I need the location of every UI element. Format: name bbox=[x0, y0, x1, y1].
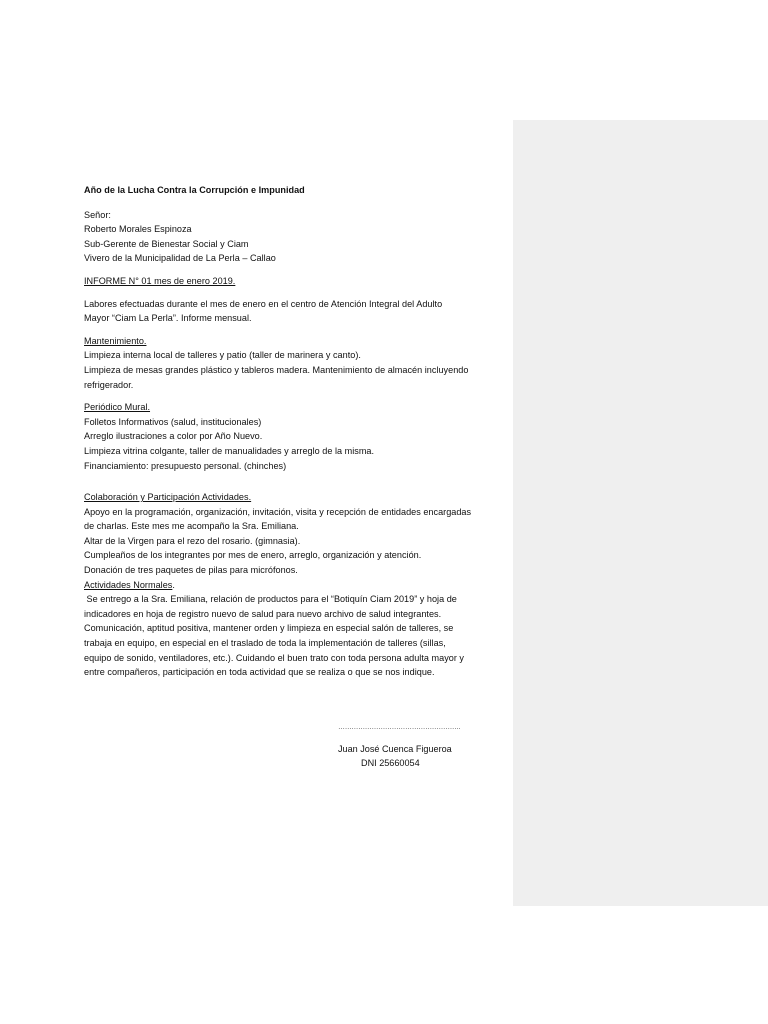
year-title: Año de la Lucha Contra la Corrupción e Impunidad bbox=[84, 185, 305, 195]
section-periodico-mural bbox=[84, 400, 509, 473]
section-colaboracion bbox=[84, 490, 509, 578]
section-line: entre compañeros, participación en toda actividad que se realiza o que se nos indique. bbox=[84, 667, 435, 678]
section-heading: Colaboración y Participación Actividades. bbox=[84, 492, 252, 503]
section-line: Comunicación, aptitud positiva, mantener orden y limpieza en especial salón de talleres, se bbox=[84, 623, 454, 634]
section-line: equipo de sonido, ventiladores, etc.). Cuidando el buen trato con toda persona adulta mayor y bbox=[84, 652, 464, 663]
section-heading: Periódico Mural. bbox=[84, 402, 151, 413]
section-line: Limpieza interna local de talleres y patio (taller de marinera y canto). bbox=[84, 350, 361, 361]
intro-line: Mayor “Ciam La Perla”. Informe mensual. bbox=[84, 313, 252, 324]
section-heading: Mantenimiento. bbox=[84, 335, 147, 346]
signer-dni: DNI 25660054 bbox=[361, 758, 420, 769]
addressee-line: Roberto Morales Espinoza bbox=[84, 224, 192, 235]
section-line: Apoyo en la programación, organización, invitación, visita y recepción de entidades encargadas bbox=[84, 506, 472, 517]
section-line: de charlas. Este mes me acompaño la Sra. Emiliana. bbox=[84, 521, 299, 532]
section-heading-row bbox=[84, 578, 509, 593]
report-title: INFORME N° 01 mes de enero 2019. bbox=[84, 275, 236, 286]
section-line: Altar de la Virgen para el rezo del rosario. (gimnasia). bbox=[84, 535, 301, 546]
section-line: Limpieza vitrina colgante, taller de manualidades y arreglo de la misma. bbox=[84, 445, 375, 456]
addressee-line: Señor: bbox=[84, 209, 111, 220]
section-line: Se entrego a la Sra. Emiliana, relación de productos para el “Botiquín Ciam 2019” y hoja de bbox=[84, 594, 457, 605]
intro-paragraph bbox=[84, 297, 509, 326]
section-line: Cumpleaños de los integrantes por mes de enero, arreglo, organización y atención. bbox=[84, 550, 422, 561]
section-mantenimiento bbox=[84, 334, 509, 392]
addressee-line: Sub-Gerente de Bienestar Social y Ciam bbox=[84, 238, 249, 249]
section-line: indicadores en hoja de registro nuevo de salud para nuevo archivo de salud integrantes. bbox=[84, 608, 442, 619]
section-line: trabaja en equipo, en especial en el traslado de toda la implementación de talleres (sillas, bbox=[84, 638, 446, 649]
section-line: Limpieza de mesas grandes plástico y tableros madera. Mantenimiento de almacén incluyendo bbox=[84, 364, 469, 375]
section-line: Arreglo ilustraciones a color por Año Nuevo. bbox=[84, 431, 263, 442]
signer-name: Juan José Cuenca Figueroa bbox=[338, 743, 452, 754]
section-line: Donación de tres paquetes de pilas para micrófonos. bbox=[84, 565, 298, 576]
signature-line: ………………………………………………. bbox=[338, 724, 461, 731]
intro-line: Labores efectuadas durante el mes de enero en el centro de Atención Integral del Adulto bbox=[84, 298, 443, 309]
section-line: Financiamiento: presupuesto personal. (chinches) bbox=[84, 460, 287, 471]
addressee-block bbox=[84, 208, 509, 266]
section-actividades-normales bbox=[84, 578, 509, 680]
document-body bbox=[84, 183, 509, 680]
comment-pane bbox=[513, 120, 768, 906]
section-line: refrigerador. bbox=[84, 379, 134, 390]
section-line: Folletos Informativos (salud, institucionales) bbox=[84, 416, 262, 427]
addressee-line: Vivero de la Municipalidad de La Perla – Callao bbox=[84, 253, 276, 264]
section-heading-suffix: . bbox=[172, 579, 175, 590]
signature-block bbox=[338, 721, 460, 771]
section-heading: Actividades Normales bbox=[84, 579, 173, 590]
